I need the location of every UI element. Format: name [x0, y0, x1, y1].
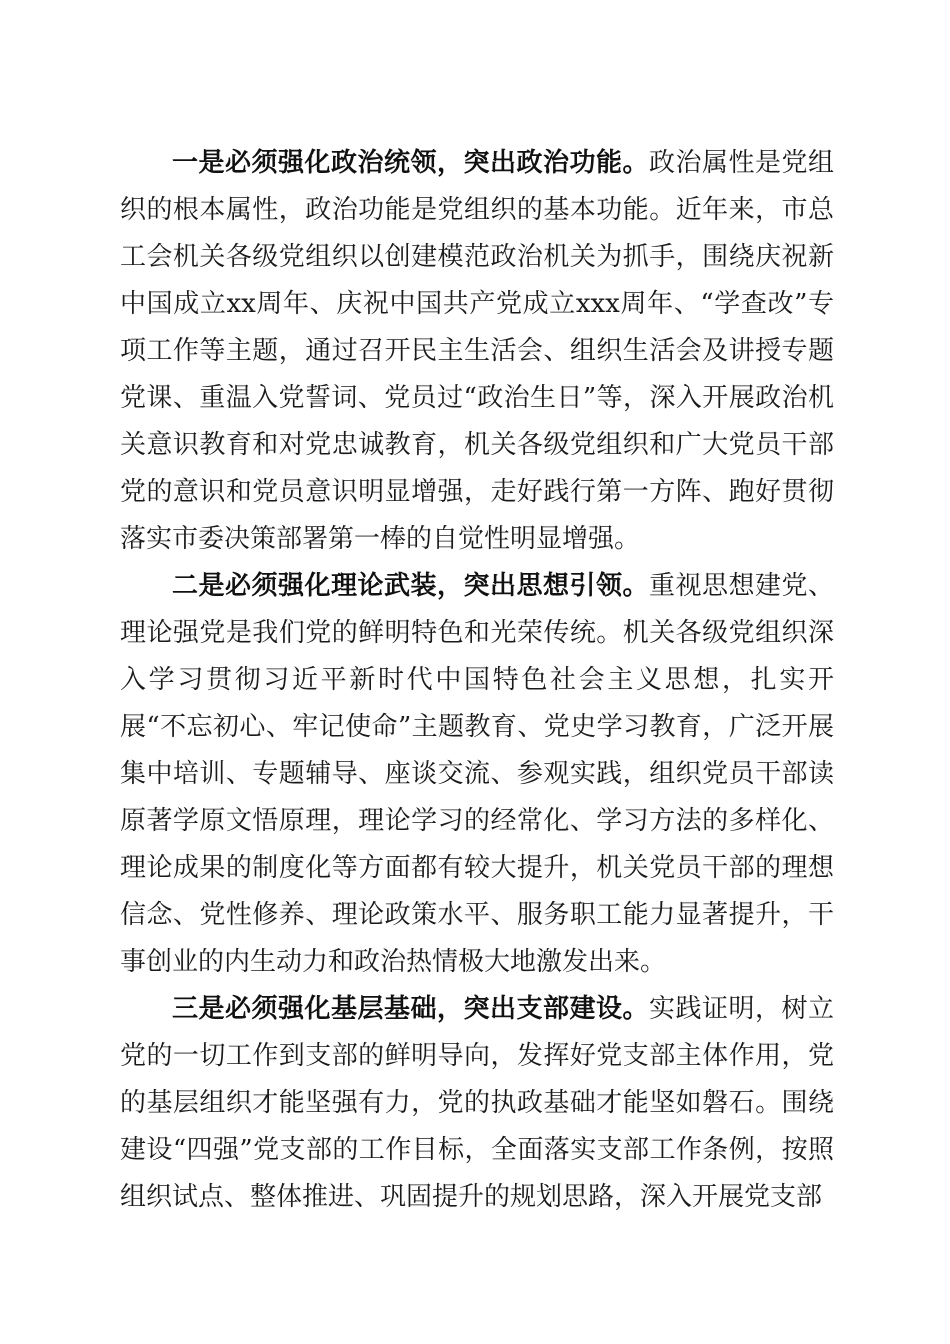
paragraph-lead: 一是必须强化政治统领，突出政治功能。 — [172, 148, 649, 178]
paragraph-body: 重视思想建党、理论强党是我们党的鲜明特色和光荣传统。机关各级党组织深入学习贯彻习近平新时代中国特色社会主义思想，扎实开展“不忘初心、牢记使命”主题教育、党史学习教育，广泛开展集中培训、专题辅导、座谈交流、参观实践，组织党员干部读原著学原文悟原理，理论学习的经常化、学习方法的多样化、理论成果的制度化等方面都有较大提升，机关党员干部的理想信念、党性修养、理论政策水平、服务职工能力显著提升，干事创业的内生动力和政治热情极大地激发出来。 — [120, 571, 834, 977]
paragraph-body: 政治属性是党组织的根本属性，政治功能是党组织的基本功能。近年来，市总工会机关各级党组织以创建模范政治机关为抓手，围绕庆祝新中国成立xx周年、庆祝中国共产党成立xxx周年、“学查改”专项工作等主题，通过召开民主生活会、组织生活会及讲授专题党课、重温入党誓词、党员过“政治生日”等，深入开展政治机关意识教育和对党忠诚教育，机关各级党组织和广大党员干部党的意识和党员意识明显增强，走好践行第一方阵、跑好贯彻落实市委决策部署第一棒的自觉性明显增强。 — [120, 148, 834, 554]
paragraph-political-leadership — [120, 140, 834, 563]
paragraph-theoretical-arming — [120, 563, 834, 986]
paragraph-lead: 三是必须强化基层基础，突出支部建设。 — [172, 994, 649, 1024]
document-body — [120, 140, 834, 1221]
paragraph-grassroots-foundation — [120, 986, 834, 1221]
paragraph-body: 实践证明，树立党的一切工作到支部的鲜明导向，发挥好党支部主体作用，党的基层组织才能坚强有力，党的执政基础才能坚如磐石。围绕建设“四强”党支部的工作目标，全面落实支部工作条例，按照组织试点、整体推进、巩固提升的规划思路，深入开展党支部 — [120, 994, 834, 1212]
paragraph-lead: 二是必须强化理论武装，突出思想引领。 — [172, 571, 649, 601]
